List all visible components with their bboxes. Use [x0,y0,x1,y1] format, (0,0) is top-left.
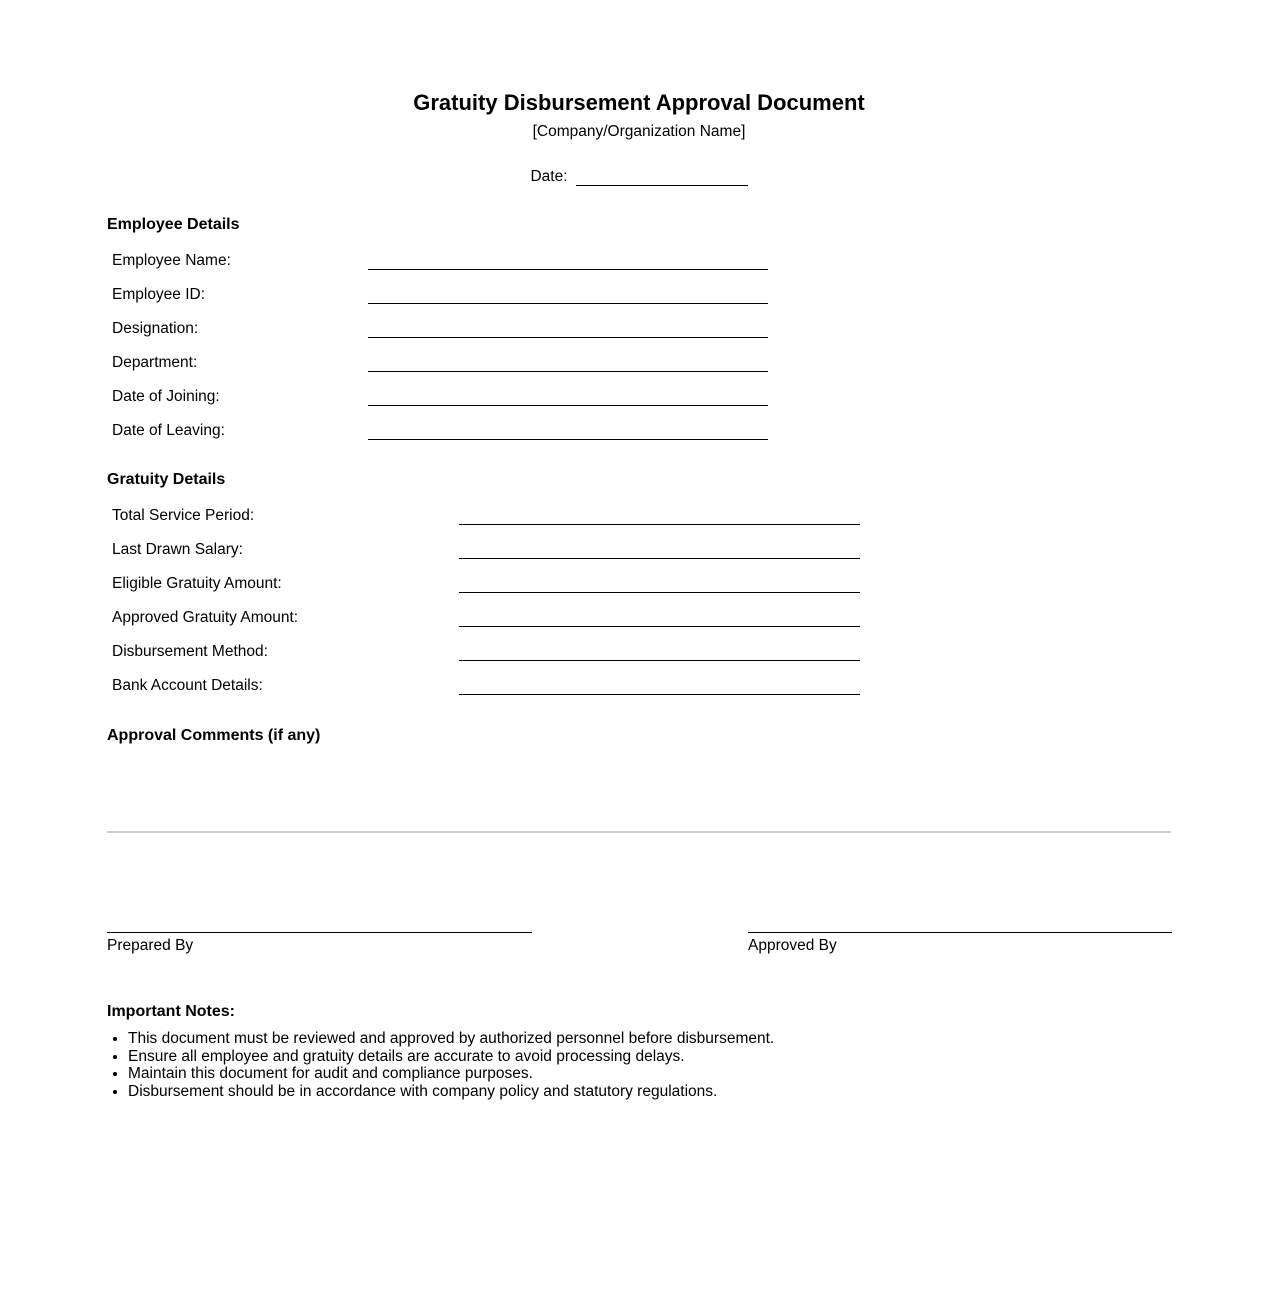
approved-by-signature-line[interactable] [748,932,1172,933]
bank-account-details-line[interactable] [459,678,860,695]
form-row [107,270,1171,304]
date-row [0,168,1278,186]
approved-gratuity-amount-line[interactable] [459,610,860,627]
designation-label: Designation: [112,320,199,337]
last-drawn-salary-line[interactable] [459,542,860,559]
employee-id-line[interactable] [368,287,768,304]
form-row [107,525,1171,559]
form-row [107,661,1171,695]
page-title: Gratuity Disbursement Approval Document [413,90,865,115]
disbursement-method-line[interactable] [459,644,860,661]
approved-by-label: Approved By [748,937,837,954]
department-label: Department: [112,354,198,371]
form-row [107,491,1171,525]
approved-gratuity-amount-label: Approved Gratuity Amount: [112,609,299,626]
date-line[interactable] [576,169,748,186]
prepared-by-label: Prepared By [107,937,194,954]
important-notes-section [107,1002,1171,1100]
form-row [107,304,1171,338]
form-row [107,593,1171,627]
date-of-joining-label: Date of Joining: [112,388,220,405]
gratuity-details-heading: Gratuity Details [107,471,226,488]
bank-account-details-label: Bank Account Details: [112,677,263,694]
employee-id-label: Employee ID: [112,286,206,303]
prepared-by-signature-line[interactable] [107,932,532,933]
approval-comments-heading: Approval Comments (if any) [107,727,321,744]
eligible-gratuity-amount-label: Eligible Gratuity Amount: [112,575,282,592]
date-of-leaving-line[interactable] [368,423,768,440]
note-item: • Ensure all employee and gratuity details are accurate to avoid processing delays. [128,1048,1171,1066]
total-service-period-line[interactable] [459,508,860,525]
employee-details-section [107,215,1171,440]
important-notes-heading: Important Notes: [107,1003,235,1020]
last-drawn-salary-label: Last Drawn Salary: [112,541,243,558]
employee-name-line[interactable] [368,253,768,270]
employee-details-heading: Employee Details [107,216,240,233]
date-label: Date: [530,168,568,185]
disbursement-method-label: Disbursement Method: [112,643,268,660]
form-row [107,338,1171,372]
total-service-period-label: Total Service Period: [112,507,255,524]
date-of-leaving-label: Date of Leaving: [112,422,225,439]
prepared-by-block [107,932,532,955]
gratuity-details-section [107,470,1171,695]
note-item: • This document must be reviewed and approved by authorized personnel before disbursement. [128,1030,1171,1048]
important-notes-list [107,1030,1171,1100]
department-line[interactable] [368,355,768,372]
date-of-joining-line[interactable] [368,389,768,406]
employee-name-label: Employee Name: [112,252,231,269]
form-row [107,559,1171,593]
note-item: • Disbursement should be in accordance with company policy and statutory regulations. [128,1083,1171,1101]
form-row [107,627,1171,661]
form-row [107,406,1171,440]
approved-by-block [748,932,1172,955]
eligible-gratuity-amount-line[interactable] [459,576,860,593]
company-name-placeholder: [Company/Organization Name] [532,123,746,140]
form-row [107,372,1171,406]
note-item: • Maintain this document for audit and compliance purposes. [128,1065,1171,1083]
section-divider [107,831,1171,833]
designation-line[interactable] [368,321,768,338]
form-row [107,236,1171,270]
approval-comments-area[interactable] [107,752,1171,828]
